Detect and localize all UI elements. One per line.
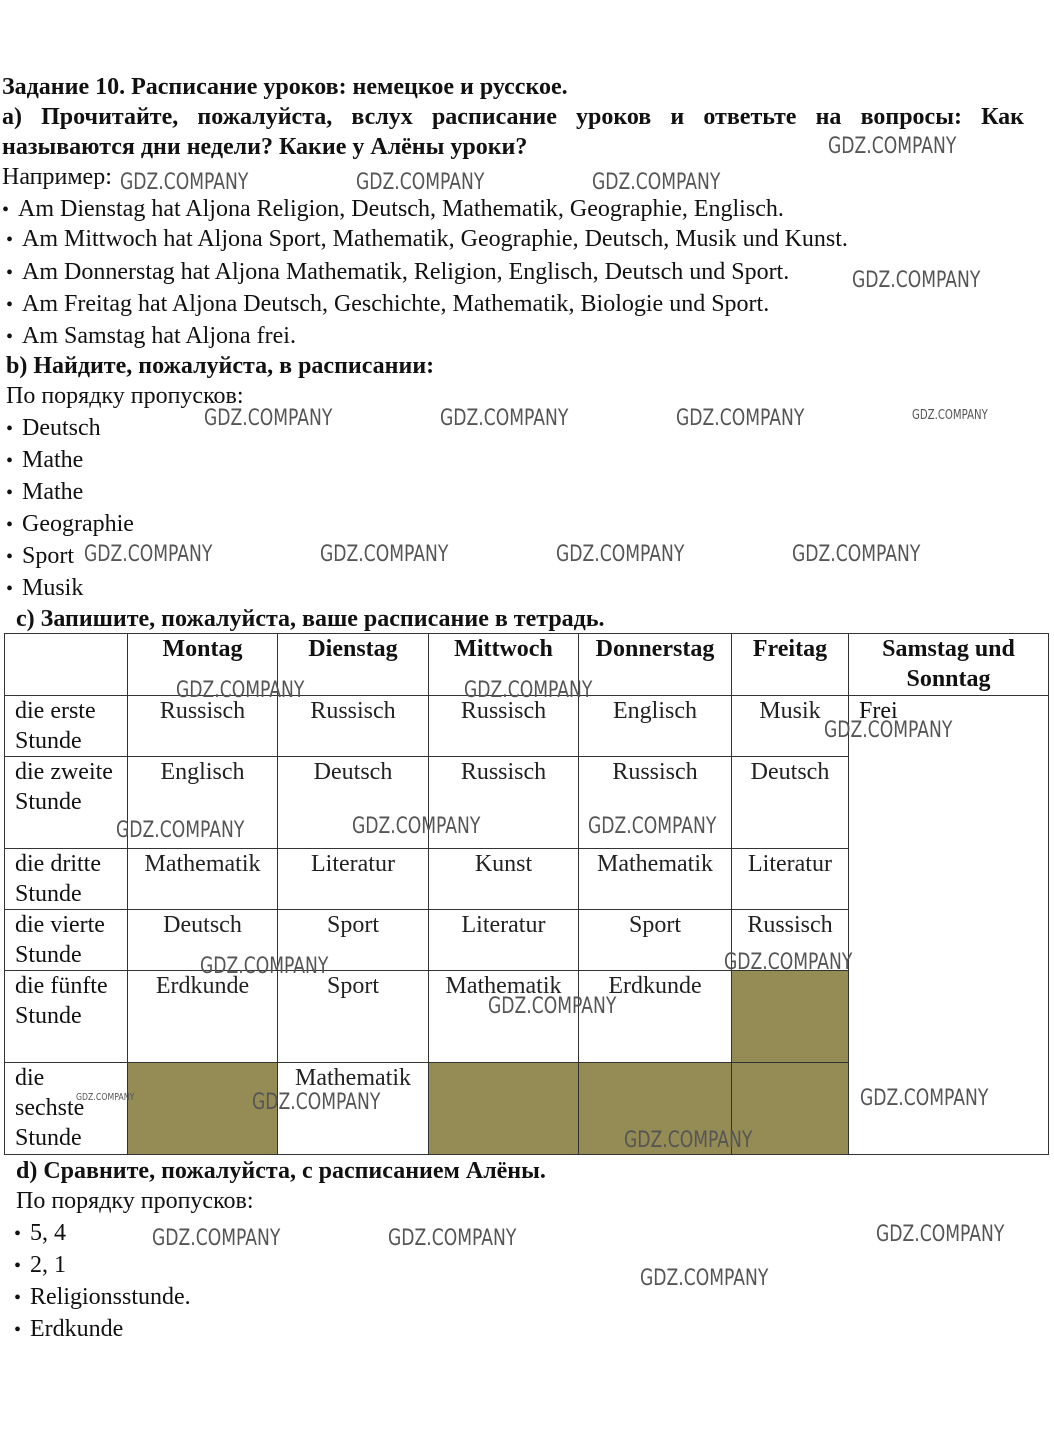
watermark: GDZ.COMPANY [204,406,333,431]
watermark: GDZ.COMPANY [852,268,981,293]
lesson-cell: Sport [278,971,429,1063]
lesson-cell: Russisch [429,696,579,757]
watermark: GDZ.COMPANY [860,1086,989,1111]
list-item: • Sport [6,541,74,572]
watermark: GDZ.COMPANY [252,1090,381,1115]
lesson-cell: Erdkunde [579,971,732,1063]
header-day: Donnerstag [579,634,732,696]
list-item: • Mathe [6,445,83,476]
header-day: Mittwoch [429,634,579,696]
list-item: • Musik [6,573,83,604]
watermark: GDZ.COMPANY [76,1092,135,1103]
lesson-cell: Mathematik [579,849,732,910]
header-day: Freitag [732,634,849,696]
watermark: GDZ.COMPANY [152,1226,281,1251]
lesson-cell: Mathematik [429,971,579,1063]
lesson-cell: Mathematik [128,849,278,910]
watermark: GDZ.COMPANY [388,1226,517,1251]
corner-cell [5,634,128,696]
row-label: die sechste Stunde [5,1063,128,1155]
watermark: GDZ.COMPANY [488,994,617,1019]
list-item: • Am Donnerstag hat Aljona Mathematik, Religion, Englisch, Deutsch und Sport. [6,257,789,288]
schedule-table [4,633,1049,1155]
lesson-cell: Deutsch [278,757,429,849]
part-d-order-label: По порядку пропусков: [16,1188,254,1214]
list-item: • Deutsch [6,413,101,444]
task-title: Задание 10. Расписание уроков: немецкое и русское. [2,74,568,100]
watermark: GDZ.COMPANY [792,542,921,567]
list-item: • Am Mittwoch hat Aljona Sport, Mathematik, Geographie, Deutsch, Musik und Kunst. [6,224,848,255]
list-item: • 2, 1 [14,1250,66,1281]
watermark: GDZ.COMPANY [912,408,988,423]
lesson-cell: Literatur [732,849,849,910]
lesson-cell: Literatur [429,910,579,971]
row-label: die dritte Stunde [5,849,128,910]
watermark: GDZ.COMPANY [828,134,957,159]
row-label: die fünfte Stunde [5,971,128,1063]
part-c-instruction: c) Запишите, пожалуйста, ваше расписание в тетрадь. [16,606,605,632]
watermark: GDZ.COMPANY [588,814,717,839]
row-label: die vierte Stunde [5,910,128,971]
part-a-instruction-line1: а) Прочитайте, пожалуйста, вслух расписание уроков и ответьте на вопросы: Как [2,104,1024,130]
watermark: GDZ.COMPANY [724,950,853,975]
lesson-cell: Russisch [579,757,732,849]
part-a-instruction-line2: называются дни недели? Какие у Алёны уроки? [2,134,528,160]
watermark: GDZ.COMPANY [824,718,953,743]
watermark: GDZ.COMPANY [464,678,593,703]
watermark: GDZ.COMPANY [320,542,449,567]
row-label: die zweite Stunde [5,757,128,849]
lesson-cell: Mathematik [278,1063,429,1155]
part-b-order-label: По порядку пропусков: [6,383,244,409]
empty-lesson-cell [732,971,849,1063]
lesson-cell: Deutsch [128,910,278,971]
watermark: GDZ.COMPANY [84,542,213,567]
lesson-cell: Erdkunde [128,971,278,1063]
watermark: GDZ.COMPANY [556,542,685,567]
watermark: GDZ.COMPANY [176,678,305,703]
watermark: GDZ.COMPANY [352,814,481,839]
lesson-cell: Kunst [429,849,579,910]
example-label: Например: [2,164,112,190]
list-item: • Am Freitag hat Aljona Deutsch, Geschichte, Mathematik, Biologie und Sport. [6,289,769,320]
watermark: GDZ.COMPANY [624,1128,753,1153]
weekend-cell: Frei [849,696,1049,1155]
watermark: GDZ.COMPANY [120,170,249,195]
watermark: GDZ.COMPANY [592,170,721,195]
lesson-cell: Musik [732,696,849,757]
watermark: GDZ.COMPANY [440,406,569,431]
watermark: GDZ.COMPANY [876,1222,1005,1247]
lesson-cell: Englisch [128,757,278,849]
row-label: die erste Stunde [5,696,128,757]
header-day: Dienstag [278,634,429,696]
watermark: GDZ.COMPANY [676,406,805,431]
list-item: • Mathe [6,477,83,508]
empty-lesson-cell [429,1063,579,1155]
lesson-cell: Russisch [732,910,849,971]
lesson-cell: Russisch [128,696,278,757]
lesson-cell: Sport [278,910,429,971]
watermark: GDZ.COMPANY [640,1266,769,1291]
list-item: • Religionsstunde. [14,1282,191,1313]
header-day: Samstag und Sonntag [849,634,1049,696]
lesson-cell: Sport [579,910,732,971]
part-b-instruction: b) Найдите, пожалуйста, в расписании: [6,353,435,379]
lesson-cell: Deutsch [732,757,849,849]
lesson-cell: Englisch [579,696,732,757]
watermark: GDZ.COMPANY [356,170,485,195]
list-item: • Am Dienstag hat Aljona Religion, Deutsch, Mathematik, Geographie, Englisch. [2,194,784,225]
header-day: Montag [128,634,278,696]
list-item: • Erdkunde [14,1314,123,1345]
lesson-cell: Russisch [429,757,579,849]
list-item: • Am Samstag hat Aljona frei. [6,321,296,352]
watermark: GDZ.COMPANY [116,818,245,843]
part-d-instruction: d) Сравните, пожалуйста, с расписанием Алёны. [16,1158,546,1184]
lesson-cell: Russisch [278,696,429,757]
list-item: • 5, 4 [14,1218,66,1249]
watermark: GDZ.COMPANY [200,954,329,979]
lesson-cell: Literatur [278,849,429,910]
list-item: • Geographie [6,509,134,540]
